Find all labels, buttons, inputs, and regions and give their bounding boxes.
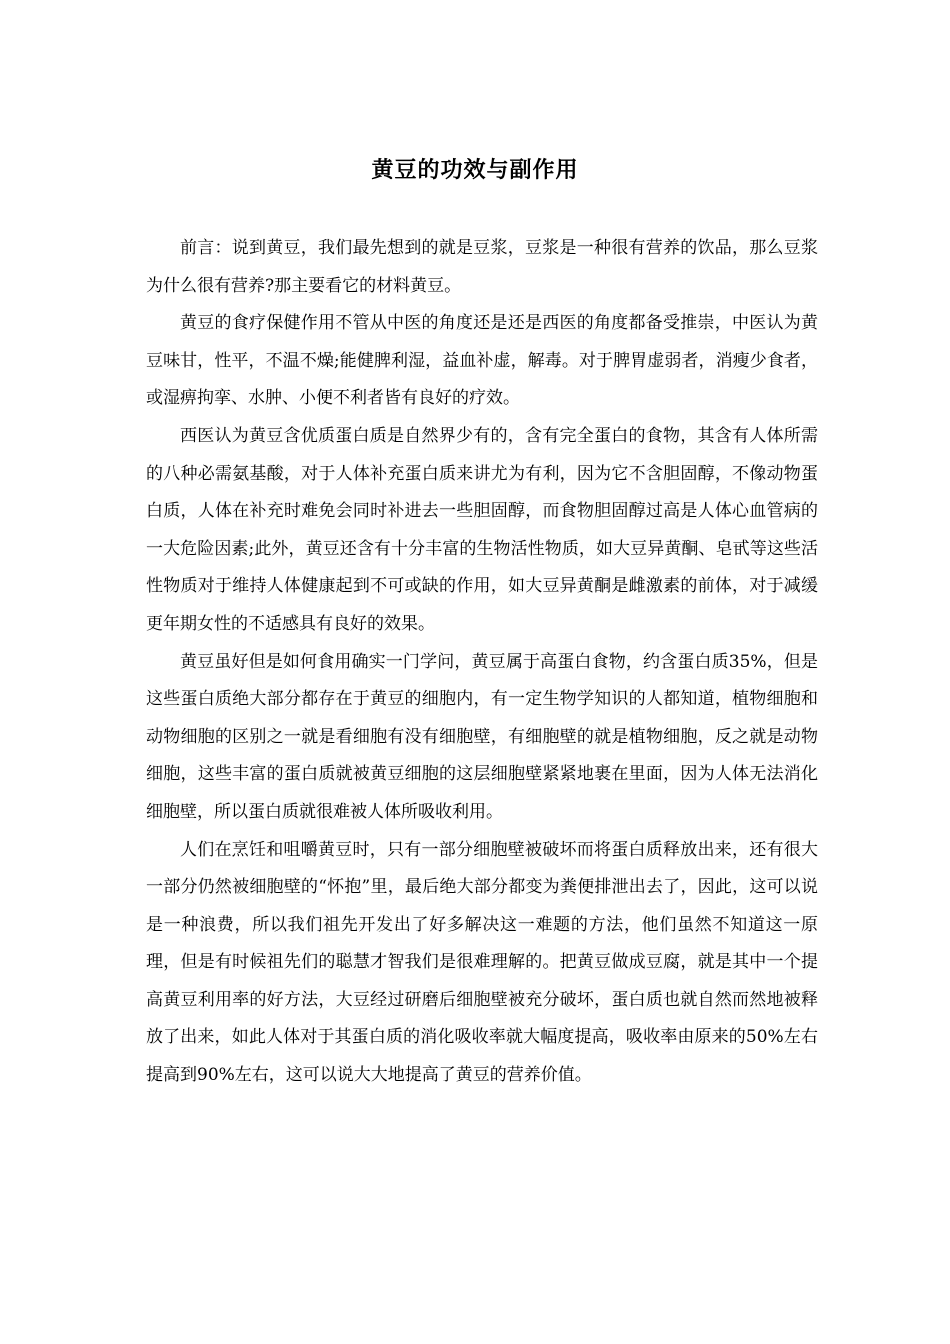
paragraph-preface: 前言：说到黄豆，我们最先想到的就是豆浆，豆浆是一种很有营养的饮品，那么豆浆为什么很有营养?那主要看它的材料黄豆。	[146, 238, 818, 296]
paragraph-protein-cell-wall: 黄豆虽好但是如何食用确实一门学问，黄豆属于高蛋白食物，约含蛋白质35%，但是这些蛋白质绝大部分都存在于黄豆的细胞内，有一定生物学知识的人都知道，植物细胞和动物细胞的区别之一就是看细胞有没有细胞壁，有细胞壁的就是植物细胞，反之就是动物细胞，这些丰富的蛋白质就被黄豆细胞的这层细胞壁紧紧地裹在里面，因为人体无法消化细胞壁，所以蛋白质就很难被人体所吸收利用。	[146, 651, 818, 822]
paragraph-tofu-absorption: 人们在烹饪和咀嚼黄豆时，只有一部分细胞壁被破坏而将蛋白质释放出来，还有很大一部分仍然被细胞壁的“怀抱”里，最后绝大部分都变为粪便排泄出去了，因此，这可以说是一种浪费，所以我们祖先开发出了好多解决这一难题的方法，他们虽然不知道这一原理，但是有时候祖先们的聪慧才智我们是很难理解的。把黄豆做成豆腐，就是其中一个提高黄豆利用率的好方法，大豆经过研磨后细胞壁被充分破坏，蛋白质也就自然而然地被释放了出来，如此人体对于其蛋白质的消化吸收率就大幅度提高，吸收率由原来的50%左右提高到90%左右，这可以说大大地提高了黄豆的营养价值。	[146, 839, 818, 1086]
document-title: 黄豆的功效与副作用	[371, 157, 579, 183]
document-body	[146, 230, 818, 1095]
paragraph-western-view: 西医认为黄豆含优质蛋白质是自然界少有的，含有完全蛋白的食物，其含有人体所需的八种必需氨基酸，对于人体补充蛋白质来讲尤为有利，因为它不含胆固醇，不像动物蛋白质，人体在补充时难免会同时补进去一些胆固醇，而食物胆固醇过高是人体心血管病的一大危险因素;此外，黄豆还含有十分丰富的生物活性物质，如大豆异黄酮、皂甙等这些活性物质对于维持人体健康起到不可或缺的作用，如大豆异黄酮是雌激素的前体，对于减缓更年期女性的不适感具有良好的效果。	[146, 425, 818, 634]
paragraph-tcm-view: 黄豆的食疗保健作用不管从中医的角度还是还是西医的角度都备受推崇，中医认为黄豆味甘，性平，不温不燥;能健脾利湿，益血补虚，解毒。对于脾胃虚弱者，消瘦少食者，或湿痹拘挛、水肿、小便不利者皆有良好的疗效。	[146, 313, 818, 409]
